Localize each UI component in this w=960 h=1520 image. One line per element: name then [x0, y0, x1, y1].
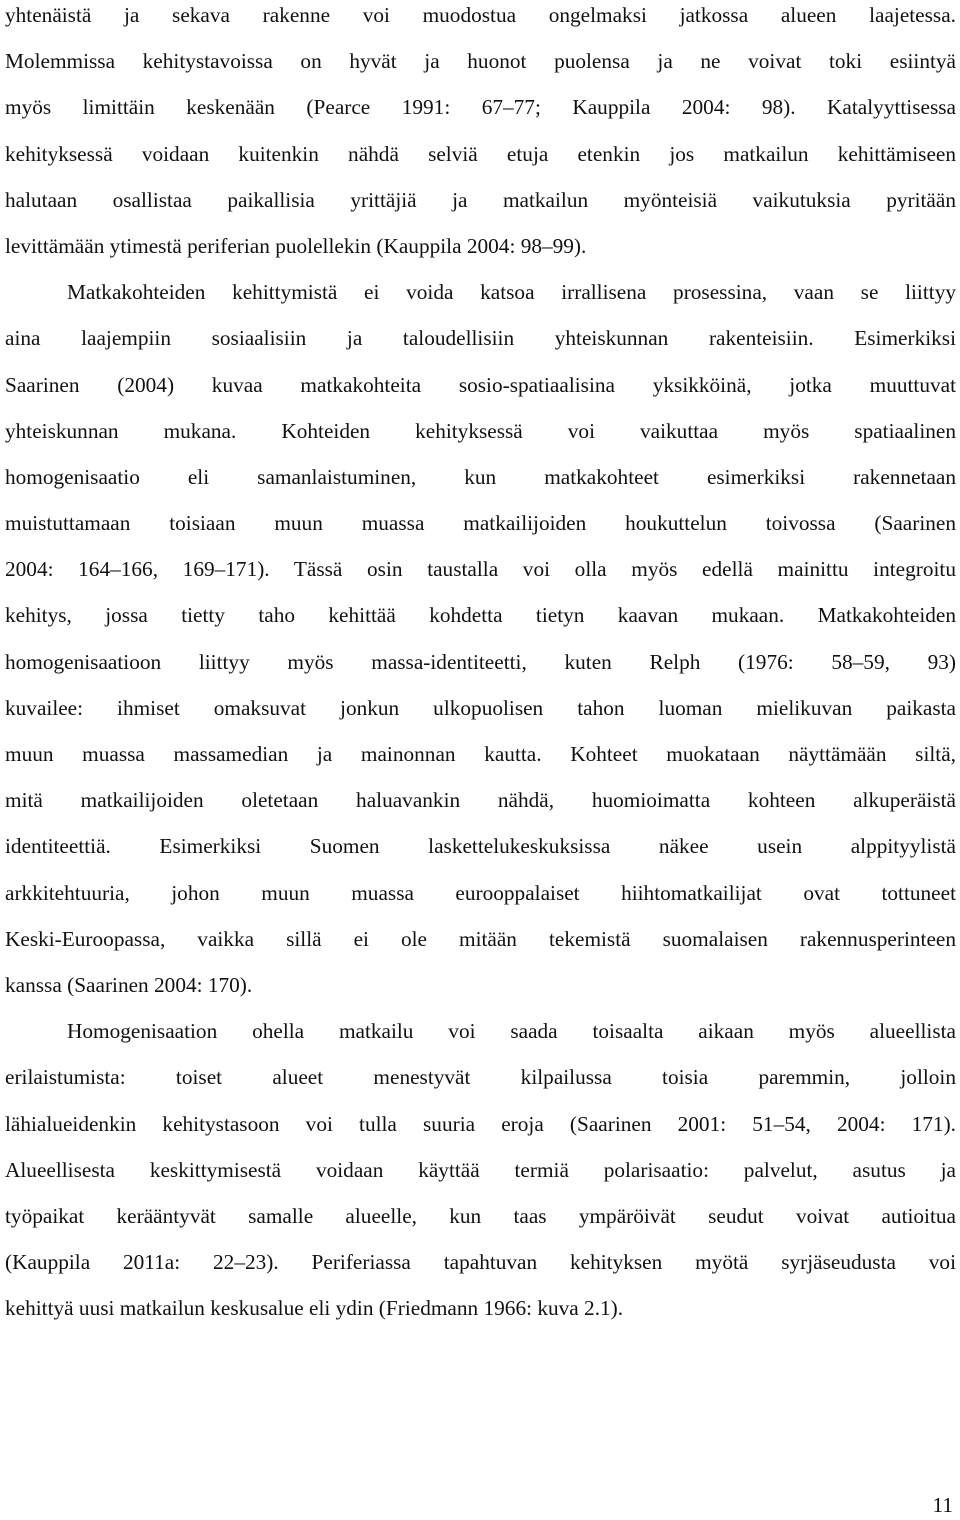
- text-line: identiteettiä. Esimerkiksi Suomen laskettelukeskuksissa näkee usein alppityylistä: [5, 834, 956, 859]
- text-line: muistuttamaan toisiaan muun muassa matkailijoiden houkuttelun toivossa (Saarinen: [5, 511, 956, 536]
- text-line: kanssa (Saarinen 2004: 170).: [5, 972, 253, 997]
- text-line: työpaikat kerääntyvät samalle alueelle, kun taas ympäröivät seudut voivat autioitua: [5, 1203, 956, 1228]
- text-line: myös limittäin keskenään (Pearce 1991: 67–77; Kauppila 2004: 98). Katalyyttisessa: [5, 95, 956, 120]
- text-line: 2004: 164–166, 169–171). Tässä osin taustalla voi olla myös edellä mainittu integroitu: [5, 557, 956, 582]
- text-line: kuvailee: ihmiset omaksuvat jonkun ulkopuolisen tahon luoman mielikuvan paikasta: [5, 695, 956, 720]
- text-line: yhtenäistä ja sekava rakenne voi muodostua ongelmaksi jatkossa alueen laajetessa.: [5, 3, 956, 27]
- text-line: aina laajempiin sosiaalisiin ja taloudellisiin yhteiskunnan rakenteisiin. Esimerkiksi: [5, 326, 956, 351]
- text-line: kehittyä uusi matkailun keskusalue eli ydin (Friedmann 1966: kuva 2.1).: [5, 1296, 624, 1321]
- text-line: Homogenisaation ohella matkailu voi saada toisaalta aikaan myös alueellista: [67, 1019, 956, 1044]
- text-line: arkkitehtuuria, johon muun muassa eurooppalaiset hiihtomatkailijat ovat tottuneet: [5, 880, 956, 905]
- text-line: muun muassa massamedian ja mainonnan kautta. Kohteet muokataan näyttämään siltä,: [5, 742, 956, 766]
- text-line: Matkakohteiden kehittymistä ei voida katsoa irrallisena prosessina, vaan se liittyy: [67, 280, 956, 305]
- text-line: kehitys, jossa tietty taho kehittää kohdetta tietyn kaavan mukaan. Matkakohteiden: [5, 603, 956, 628]
- text-line: mitä matkailijoiden oletetaan haluavankin nähdä, huomioimatta kohteen alkuperäistä: [5, 788, 956, 813]
- text-line: lähialueidenkin kehitystasoon voi tulla suuria eroja (Saarinen 2001: 51–54, 2004: 171).: [5, 1111, 956, 1136]
- paragraph: [5, 0, 956, 277]
- text-line: homogenisaatio eli samanlaistuminen, kun matkakohteet esimerkiksi rakennetaan: [5, 464, 956, 489]
- text-line: Keski-Euroopassa, vaikka sillä ei ole mitään tekemistä suomalaisen rakennusperinteen: [5, 926, 956, 951]
- text-line: Saarinen (2004) kuvaa matkakohteita sosio-spatiaalisina yksikköinä, jotka muuttuvat: [5, 372, 956, 397]
- text-line: (Kauppila 2011a: 22–23). Periferiassa tapahtuvan kehityksen myötä syrjäseudusta voi: [5, 1250, 956, 1275]
- body-text: [5, 0, 956, 1339]
- text-line: erilaistumista: toiset alueet menestyvät kilpailussa toisia paremmin, jolloin: [5, 1065, 956, 1090]
- text-line: levittämään ytimestä periferian puolellekin (Kauppila 2004: 98–99).: [5, 233, 587, 258]
- text-line: Alueellisesta keskittymisestä voidaan käyttää termiä polarisaatio: palvelut, asutus ja: [5, 1157, 956, 1182]
- page-number: 11: [932, 1493, 953, 1517]
- text-line: yhteiskunnan mukana. Kohteiden kehityksessä voi vaikuttaa myös spatiaalinen: [5, 418, 956, 443]
- text-line: homogenisaatioon liittyy myös massa-identiteetti, kuten Relph (1976: 58–59, 93): [5, 649, 956, 674]
- text-line: halutaan osallistaa paikallisia yrittäjiä ja matkailun myönteisiä vaikutuksia pyritään: [5, 187, 956, 212]
- text-line: Molemmissa kehitystavoissa on hyvät ja huonot puolensa ja ne voivat toki esiintyä: [5, 49, 956, 74]
- paragraph: [5, 277, 956, 1016]
- text-line: kehityksessä voidaan kuitenkin nähdä selviä etuja etenkin jos matkailun kehittämiseen: [5, 141, 956, 166]
- paragraph: [5, 1016, 956, 1339]
